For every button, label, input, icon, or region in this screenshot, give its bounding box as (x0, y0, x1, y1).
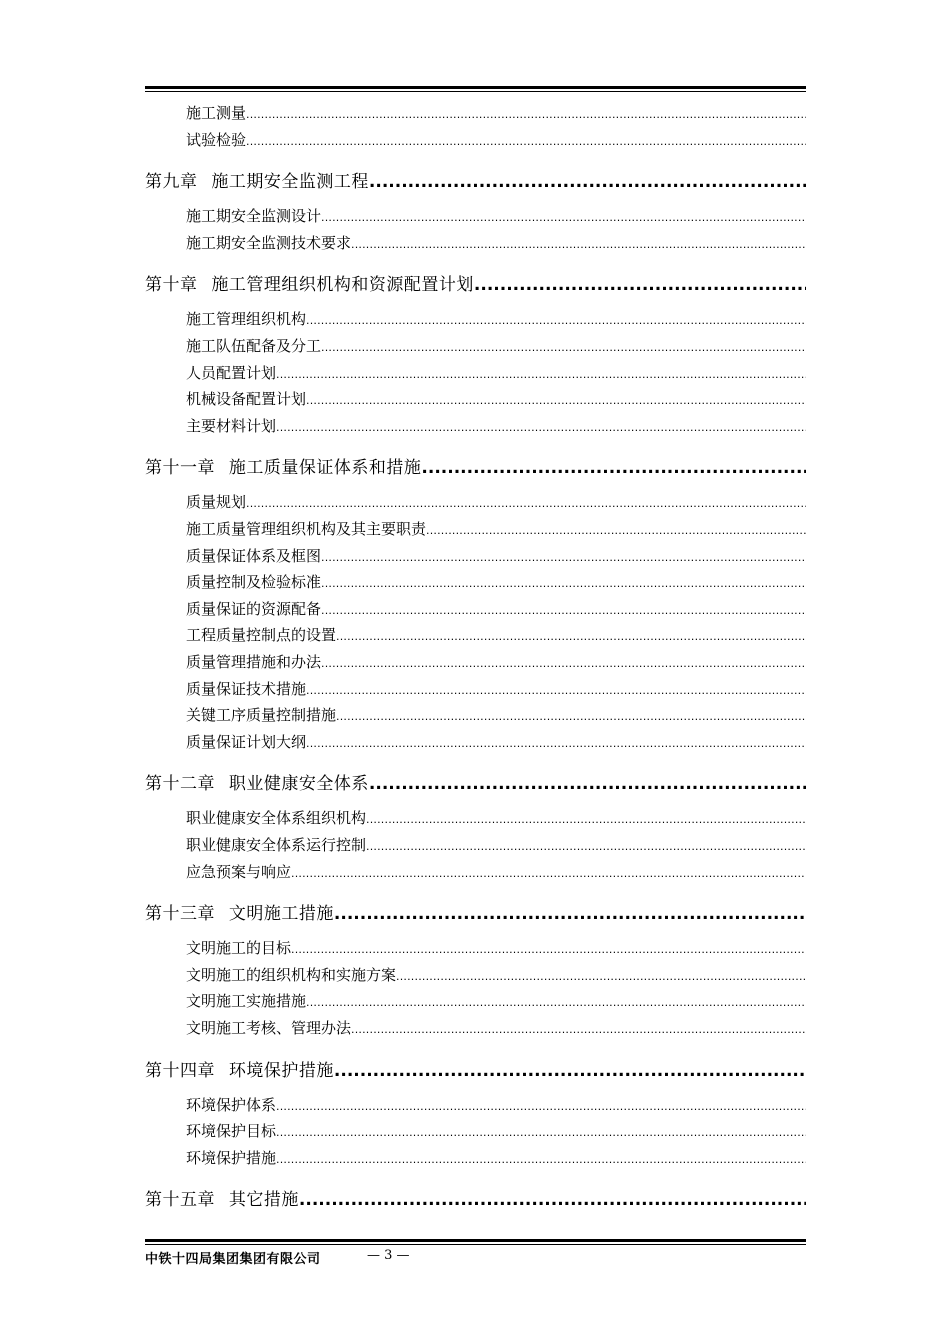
header-rule-thin (145, 91, 806, 92)
toc-section-entry[interactable] (186, 388, 806, 409)
toc-dot-leader (351, 1023, 806, 1036)
footer-rule-thick (145, 1239, 806, 1242)
header-rule-thick (145, 86, 806, 89)
toc-section-title: 质量管理措施和办法 (186, 653, 322, 671)
toc-dot-leader (334, 1061, 806, 1081)
toc-dot-leader (321, 551, 806, 564)
toc-dot-leader (351, 238, 806, 251)
toc-dot-leader (321, 604, 806, 617)
toc-section-entry[interactable] (186, 651, 806, 672)
toc-section-entry[interactable] (186, 1120, 806, 1141)
toc-chapter-title: 第十四章 环境保护措施 (145, 1060, 334, 1081)
toc-section-title: 环境保护目标 (186, 1122, 277, 1141)
toc-chapter-entry[interactable] (145, 1056, 806, 1081)
toc-chapter-title: 第十一章 施工质量保证体系和措施 (145, 458, 422, 479)
toc-dot-leader (246, 497, 806, 510)
footer-company-name: 中铁十四局集团集团有限公司 (145, 1252, 321, 1267)
toc-section-title: 质量保证的资源配备 (186, 599, 322, 618)
toc-chapter-entry[interactable] (145, 167, 806, 192)
toc-chapter-entry[interactable] (145, 270, 806, 295)
toc-chapter-entry[interactable] (145, 769, 806, 794)
toc-section-title: 施工测量 (186, 104, 247, 122)
toc-section-entry[interactable] (186, 937, 806, 958)
toc-section-entry[interactable] (186, 731, 806, 752)
toc-dot-leader (299, 1190, 806, 1210)
toc-chapter-title: 第十二章 职业健康安全体系 (145, 774, 369, 795)
toc-dot-leader (306, 737, 806, 750)
toc-dot-leader (306, 394, 806, 407)
toc-dot-leader (291, 867, 806, 880)
toc-dot-leader (366, 840, 806, 853)
toc-dot-leader (369, 774, 806, 794)
toc-section-title: 施工队伍配备及分工 (186, 337, 322, 355)
toc-dot-leader (246, 135, 806, 148)
toc-dot-leader (276, 1126, 806, 1139)
toc-section-title: 主要材料计划 (186, 416, 277, 435)
toc-section-title: 施工质量管理组织机构及其主要职责 (186, 520, 427, 538)
toc-section-title: 施工管理组织机构 (186, 310, 307, 329)
toc-section-entry[interactable] (186, 861, 806, 882)
toc-section-title: 关键工序质量控制措施 (186, 706, 337, 725)
toc-dot-leader (426, 524, 806, 537)
toc-section-title: 施工期安全监测设计 (186, 207, 322, 226)
toc-dot-leader (306, 314, 806, 327)
toc-chapter-title: 第十五章 其它措施 (145, 1190, 299, 1211)
toc-dot-leader (369, 172, 806, 192)
toc-section-title: 文明施工的组织机构和实施方案 (186, 965, 397, 984)
toc-section-title: 试验检验 (186, 130, 247, 149)
toc-section-entry[interactable] (186, 335, 806, 356)
toc-section-title: 质量规划 (186, 493, 247, 512)
toc-dot-leader (291, 943, 806, 956)
toc-dot-leader (321, 341, 806, 354)
toc-dot-leader (276, 1100, 806, 1113)
toc-dot-leader (276, 421, 806, 434)
toc-chapter-entry[interactable] (145, 1185, 806, 1210)
toc-section-title: 环境保护体系 (186, 1095, 277, 1114)
toc-section-entry[interactable] (186, 678, 806, 699)
toc-dot-leader (306, 684, 806, 697)
toc-section-title: 文明施工实施措施 (186, 992, 307, 1011)
toc-dot-leader (336, 630, 806, 643)
toc-section-entry[interactable] (186, 362, 806, 383)
toc-section-entry[interactable] (186, 571, 806, 592)
toc-section-title: 质量保证技术措施 (186, 679, 307, 698)
toc-section-entry[interactable] (186, 205, 806, 226)
toc-chapter-title: 第九章 施工期安全监测工程 (145, 172, 369, 193)
toc-section-entry[interactable] (186, 990, 806, 1011)
toc-section-title: 文明施工的目标 (186, 939, 292, 958)
toc-section-entry[interactable] (186, 1094, 806, 1115)
toc-dot-leader (474, 275, 806, 295)
toc-dot-leader (366, 813, 806, 826)
toc-section-title: 应急预案与响应 (186, 862, 292, 881)
toc-section-entry[interactable] (186, 491, 806, 512)
toc-section-title: 施工期安全监测技术要求 (186, 233, 352, 252)
toc-section-title: 机械设备配置计划 (186, 390, 307, 409)
toc-chapter-entry[interactable] (145, 899, 806, 924)
footer-page-number: — 3 — (367, 1248, 410, 1263)
toc-section-entry[interactable] (186, 1147, 806, 1168)
toc-section-entry[interactable] (186, 129, 806, 150)
toc-section-title: 职业健康安全体系运行控制 (186, 836, 367, 854)
toc-dot-leader (334, 904, 806, 924)
toc-section-entry[interactable] (186, 964, 806, 985)
toc-dot-leader (421, 458, 806, 478)
toc-section-title: 职业健康安全体系组织机构 (186, 809, 367, 828)
toc-section-entry[interactable] (186, 834, 806, 855)
toc-section-title: 环境保护措施 (186, 1148, 277, 1167)
toc-section-entry[interactable] (186, 102, 806, 123)
toc-dot-leader (276, 368, 806, 381)
toc-section-entry[interactable] (186, 704, 806, 725)
toc-section-entry[interactable] (186, 598, 806, 619)
toc-section-title: 文明施工考核、管理办法 (186, 1019, 352, 1037)
toc-dot-leader (306, 996, 806, 1009)
toc-dot-leader (396, 970, 806, 983)
toc-section-entry[interactable] (186, 807, 806, 828)
toc-section-entry[interactable] (186, 1017, 806, 1038)
toc-section-title: 质量控制及检验标准 (186, 573, 322, 592)
toc-section-entry[interactable] (186, 518, 806, 539)
toc-dot-leader (336, 710, 806, 723)
toc-dot-leader (246, 108, 806, 121)
toc-chapter-title: 第十三章 文明施工措施 (145, 904, 334, 925)
toc-section-entry[interactable] (186, 545, 806, 566)
toc-section-entry[interactable] (186, 624, 806, 645)
toc-section-title: 质量保证体系及框图 (186, 546, 322, 565)
toc-dot-leader (321, 577, 806, 590)
toc-section-title: 质量保证计划大纲 (186, 732, 307, 751)
toc-dot-leader (321, 657, 806, 670)
toc-chapter-entry[interactable] (145, 453, 806, 478)
toc-section-title: 工程质量控制点的设置 (186, 626, 337, 645)
footer-rule-thin (145, 1244, 806, 1245)
toc-dot-leader (321, 211, 806, 224)
toc-section-entry[interactable] (186, 232, 806, 253)
toc-section-entry[interactable] (186, 308, 806, 329)
toc-dot-leader (276, 1153, 806, 1166)
toc-section-title: 人员配置计划 (186, 363, 277, 382)
toc-section-entry[interactable] (186, 415, 806, 436)
toc-chapter-title: 第十章 施工管理组织机构和资源配置计划 (145, 275, 474, 296)
